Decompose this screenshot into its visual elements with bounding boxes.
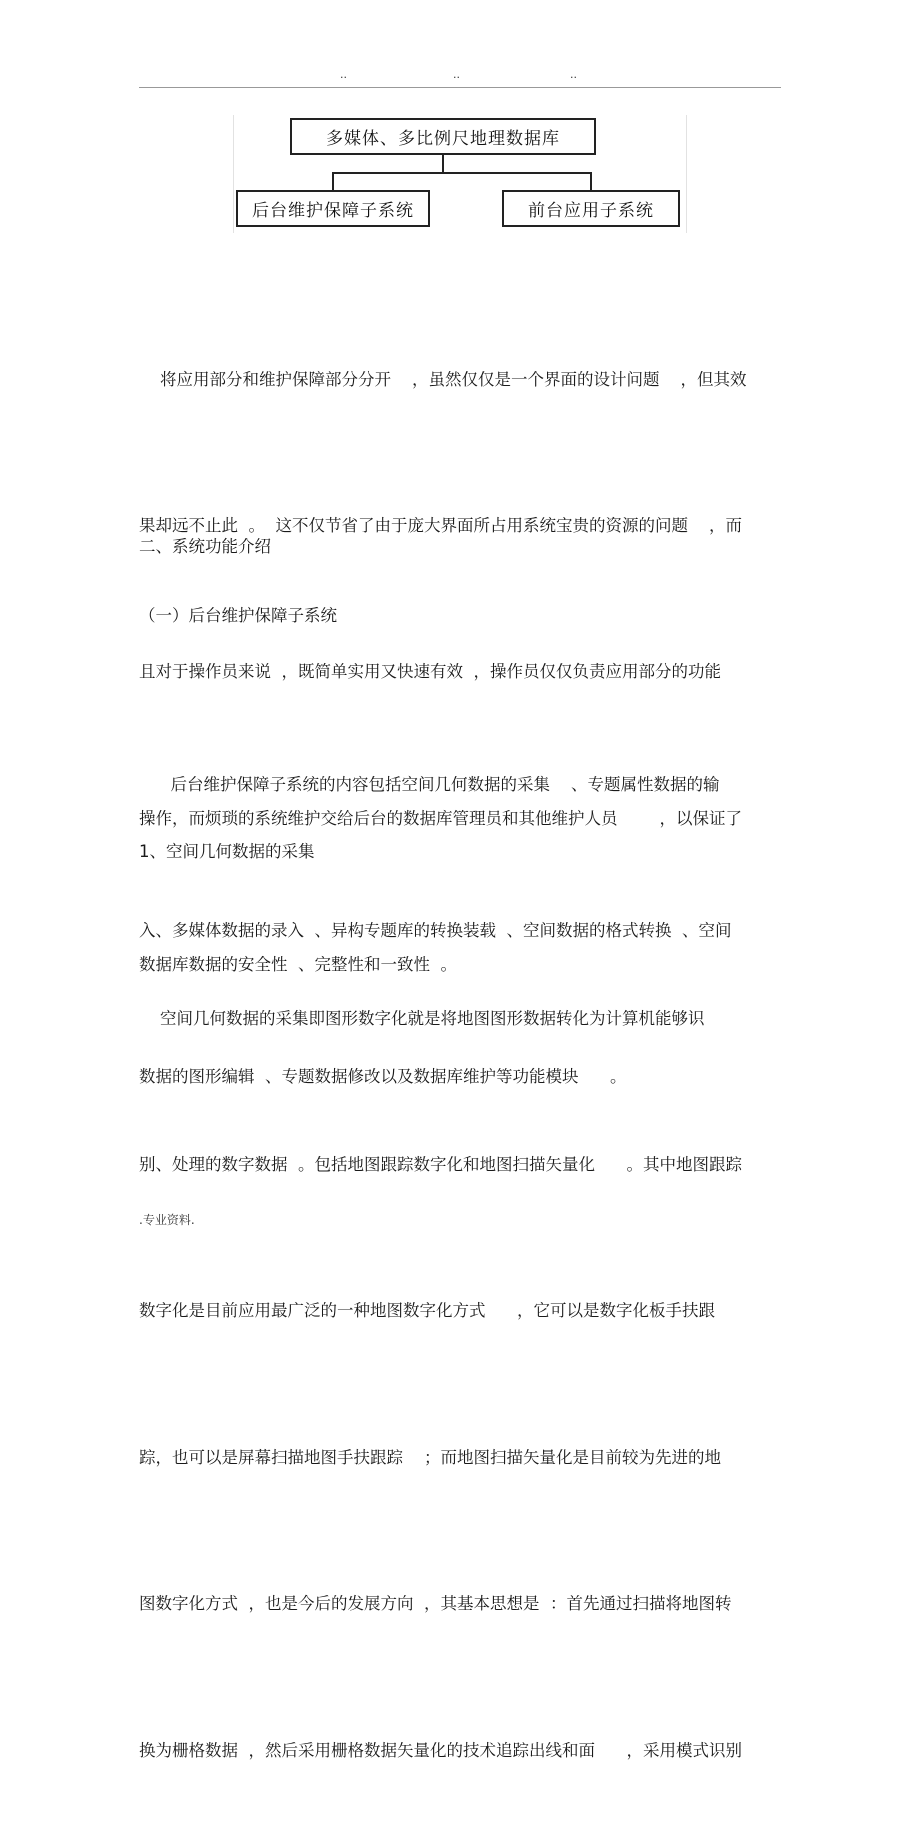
section-heading: 二、系统功能介绍 xyxy=(139,537,271,556)
paragraph-line: 果却远不止此 。 这不仅节省了由于庞大界面所占用系统宝贵的资源的问题 ，而 xyxy=(139,515,742,535)
paragraph-line: 将应用部分和维护保障部分分开 ，虽然仅仅是一个界面的设计问题 ，但其效 xyxy=(139,369,747,389)
header-mark: .. xyxy=(570,68,577,81)
paragraph-line: 图数字化方式 ，也是今后的发展方向 ，其基本思想是 ：首先通过扫描将地图转 xyxy=(139,1594,732,1614)
header-mark: .. xyxy=(340,68,347,81)
header-mark: .. xyxy=(453,68,460,81)
paragraph-line: 且对于操作员来说 ，既简单实用又快速有效 ，操作员仅仅负责应用部分的功能 xyxy=(139,662,721,682)
header-rule xyxy=(139,87,781,88)
paragraph-line: 数字化是目前应用最广泛的一种地图数字化方式 ，它可以是数字化板手扶跟 xyxy=(139,1301,715,1321)
paragraph-line: 入、多媒体数据的录入 、异构专题库的转换装载 、空间数据的格式转换 、空间 xyxy=(139,920,732,940)
diagram-left-node: 后台维护保障子系统 xyxy=(236,190,430,227)
page-header xyxy=(0,68,920,82)
subsection-heading: （一）后台维护保障子系统 xyxy=(139,606,337,625)
paragraph-line: 换为栅格数据 ，然后采用栅格数据矢量化的技术追踪出线和面 ，采用模式识别 xyxy=(139,1740,742,1760)
paragraph-line: 踪，也可以是屏幕扫描地图手扶跟踪 ；而地图扫描矢量化是目前较为先进的地 xyxy=(139,1447,721,1467)
paragraph-line: 空间几何数据的采集即图形数字化就是将地图图形数据转化为计算机能够识 xyxy=(139,1008,705,1028)
paragraph-line: 别、处理的数字数据 。包括地图跟踪数字化和地图扫描矢量化 。其中地图跟踪 xyxy=(139,1154,742,1174)
diagram-root-node: 多媒体、多比例尺地理数据库 xyxy=(290,118,596,155)
page-footer: .专业资料. xyxy=(139,1213,195,1227)
paragraph-line: 数据库数据的安全性 、完整性和一致性 。 xyxy=(139,955,457,975)
paragraph-line: 数据的图形编辑 、专题数据修改以及数据库维护等功能模块 。 xyxy=(139,1067,627,1087)
diagram-right-node: 前台应用子系统 xyxy=(502,190,680,227)
hierarchy-diagram xyxy=(233,115,687,233)
item-heading: 1、空间几何数据的采集 xyxy=(139,842,315,861)
paragraph-line: 操作，而烦琐的系统维护交给后台的数据库管理员和其他维护人员 ，以保证了 xyxy=(139,808,742,828)
paragraph-3 xyxy=(139,897,775,1824)
paragraph-line: 后台维护保障子系统的内容包括空间几何数据的采集 、专题属性数据的输 xyxy=(139,774,720,794)
